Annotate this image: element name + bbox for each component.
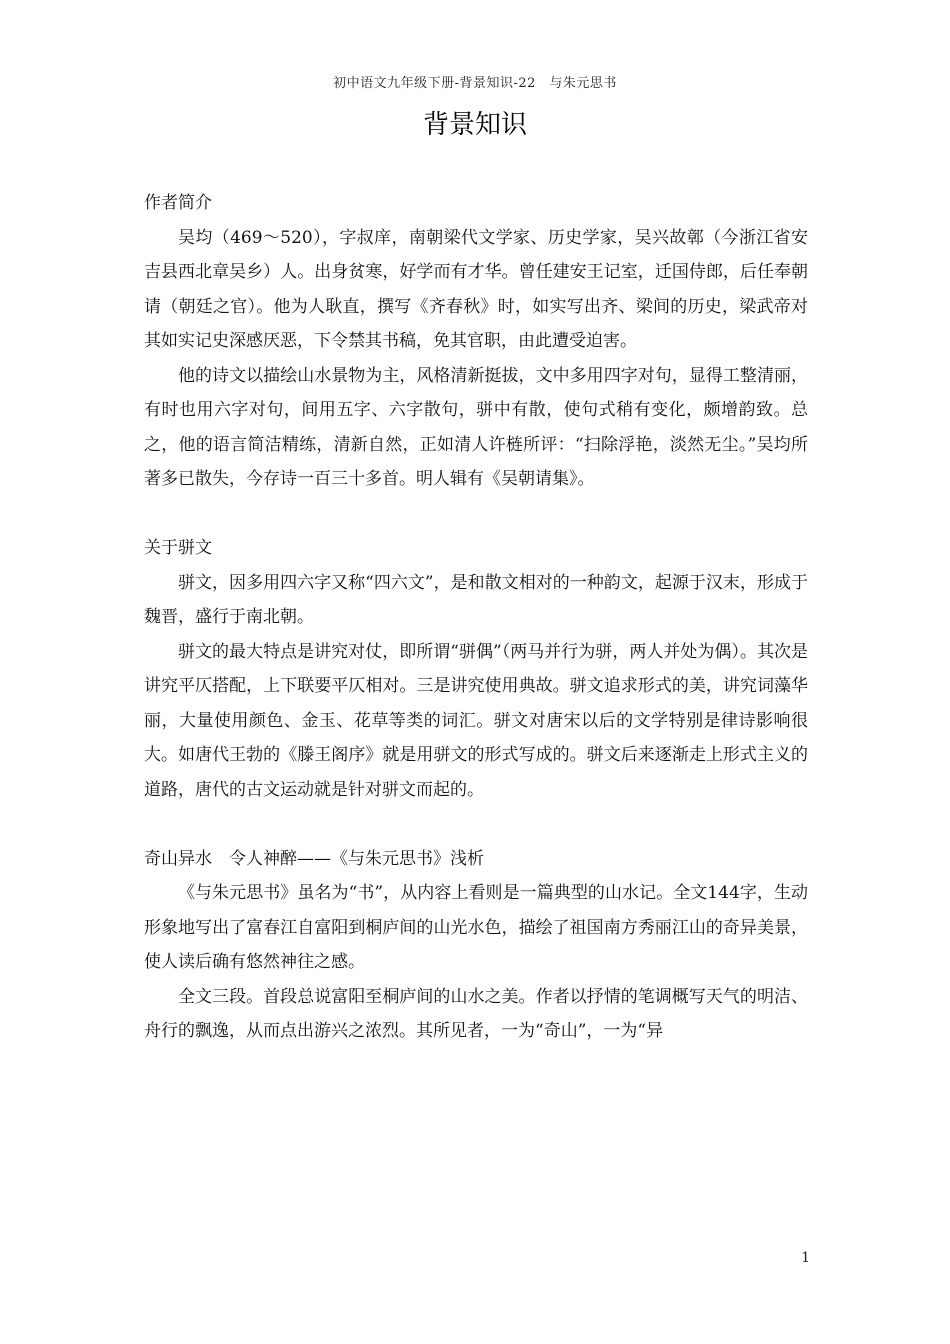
section-heading: 关于骈文 bbox=[144, 538, 212, 558]
section-analysis bbox=[144, 842, 808, 1049]
paragraph: 他的诗文以描绘山水景物为主，风格清新挺拔，文中多用四字对句，显得工整清丽，有时也用六字对句，间用五字、六字散句，骈中有散，使句式稍有变化，颇增韵致。总之，他的语言简洁精练，清新自然，正如清人许梿所评：“扫除浮艳，淡然无尘。”吴均所著多已散失，今存诗一百三十多首。明人辑有《吴朝请集》。 bbox=[144, 365, 808, 489]
running-header: 初中语文九年级下册-背景知识-22 与朱元思书 bbox=[333, 76, 617, 91]
section-spacer bbox=[144, 807, 808, 842]
page-title: 背景知识 bbox=[422, 110, 527, 140]
section-heading: 作者简介 bbox=[144, 193, 212, 213]
paragraph: 骈文的最大特点是讲究对仗，即所谓“骈偶”（两马并行为骈，两人并处为偶）。其次是讲究平仄搭配，上下联要平仄相对。三是讲究使用典故。骈文追求形式的美，讲究词藻华丽，大量使用颜色、金玉、花草等类的词汇。骈文对唐宋以后的文学特别是律诗影响很大。如唐代王勃的《滕王阁序》就是用骈文的形式写成的。骈文后来逐渐走上形式主义的道路，唐代的古文运动就是针对骈文而起的。 bbox=[144, 641, 808, 800]
body-content bbox=[144, 186, 808, 1049]
paragraph: 吴均（469～520），字叔庠，南朝梁代文学家、历史学家，吴兴故鄣（今浙江省安吉县西北章吴乡）人。出身贫寒，好学而有才华。曾任建安王记室，迁国侍郎，后任奉朝请（朝廷之官）。他为人耿直，撰写《齐春秋》时，如实写出齐、梁间的历史，梁武帝对其如实记史深感厌恶，下令禁其书稿，免其官职，由此遭受迫害。 bbox=[144, 227, 808, 351]
section-parallel-prose bbox=[144, 531, 808, 807]
paragraph: 全文三段。首段总说富阳至桐庐间的山水之美。作者以抒情的笔调概写天气的明洁、舟行的飘逸，从而点出游兴之浓烈。其所见者，一为“奇山”，一为“异 bbox=[144, 986, 808, 1041]
section-spacer bbox=[144, 497, 808, 532]
section-heading: 奇山异水 令人神醉——《与朱元思书》浅析 bbox=[144, 848, 484, 869]
section-author-intro bbox=[144, 186, 808, 497]
paragraph: 骈文，因多用四六字又称“四六文”，是和散文相对的一种韵文，起源于汉末，形成于魏晋，盛行于南北朝。 bbox=[144, 572, 808, 627]
paragraph: 《与朱元思书》虽名为“书”，从内容上看则是一篇典型的山水记。全文144字，生动形象地写出了富春江自富阳到桐庐间的山光水色，描绘了祖国南方秀丽江山的奇异美景，使人读后确有悠然神往之感。 bbox=[144, 883, 808, 972]
page-number: 1 bbox=[801, 1250, 810, 1266]
